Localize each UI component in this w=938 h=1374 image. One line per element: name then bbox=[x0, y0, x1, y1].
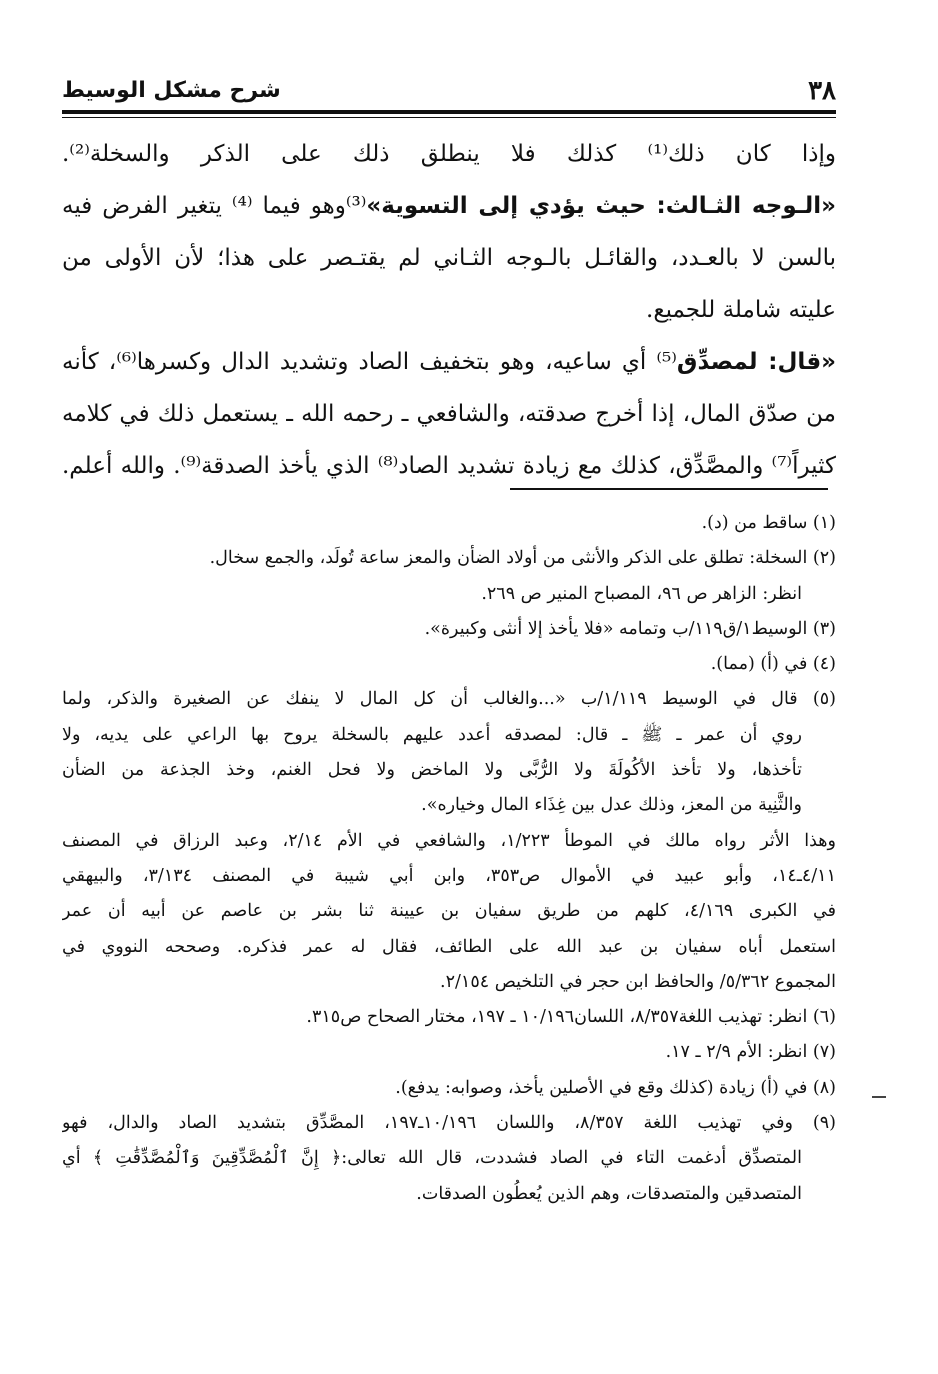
lemma-heading: «قال: لمصدِّق bbox=[676, 349, 836, 375]
body-line: «قال: لمصدِّق⁽⁵⁾ أي ساعيه، وهو بتخفيف الصاد وتشديد الدال وكسرها⁽⁶⁾، كأنه bbox=[62, 349, 836, 375]
body-line: من صدّق المال، إذا أخرج صدقته، والشافعي ـ رحمه الله ـ يستعمل ذلك في كلامه bbox=[62, 401, 836, 427]
body-line: «الـوجه الثـالث: حيث يؤدي إلى التسوية»⁽³⁾وهو فيما ⁽⁴⁾ يتغير الفرض فيه bbox=[62, 193, 836, 219]
header-rule-thin bbox=[62, 117, 836, 118]
scan-mark bbox=[872, 1096, 886, 1098]
footnotes bbox=[62, 506, 836, 1212]
body-line: عليته شاملة للجميع. bbox=[646, 297, 836, 323]
footnote-line: في الكبرى ٤/١٦٩، كلهم من طريق سفيان بن عيينة ثنا بشر بن عاصم عن أبيه أن عمر bbox=[62, 901, 836, 922]
footnote-line: استعمل أباه سفيان بن عبد الله على الطائف، فقال له عمر فذكره. وصححه النووي في bbox=[62, 936, 836, 957]
page-number: ٣٨ bbox=[808, 76, 836, 106]
footnote-separator bbox=[510, 488, 828, 490]
footnote-line: ٤/١١ـ١٤، وأبو عبيد في الأموال ص٣٥٣، وابن أبي شيبة في المصنف ٣/١٣٤، والبيهقي bbox=[62, 865, 836, 886]
body-line: بالسن لا بالعـدد، والقائـل بالـوجه الثـاني لم يقتـصر على هذا؛ لأن الأولى من bbox=[62, 245, 836, 271]
footnote-line: المجموع ٥/٣٦٢/ والحافظ ابن حجر في التلخيص ٢/١٥٤. bbox=[440, 971, 836, 992]
footnote-line: والثَّنِية من المعز، وذلك عدل بين غِذَاء المال وخياره». bbox=[421, 795, 802, 816]
page-header bbox=[62, 72, 836, 110]
body-line: وإذا كان ذلك⁽¹⁾ كذلك فلا ينطلق ذلك على الذكر والسخلة⁽²⁾. bbox=[62, 141, 836, 167]
footnote-line: تأخذها، ولا تأخذ الأكُولَةَ ولا الرُّبَّى ولا الماخض ولا فحل الغنم، وخذ الجذعة من الضأن bbox=[62, 760, 802, 781]
main-text bbox=[62, 128, 836, 492]
footnote-line: (٥) قال في الوسيط ١/١١٩/ب «...والغالب أن كل المال لا ينفك عن الصغيرة والذكر، ولما bbox=[62, 689, 836, 710]
header-rule-thick bbox=[62, 110, 836, 114]
footnote-line: المتصدِّق أدغمت التاء في الصاد فشددت، قال الله تعالى:﴿ إِنَّ ٱلْمُصَّدِّقِينَ وَٱلْمُصَّدِّقَٰتِ ﴾ أي bbox=[62, 1148, 802, 1169]
footnote-line: روي أن عمر ـ ﷺ ـ قال: لمصدقه أعدد عليهم بالسخلة يروح بها الراعي على يديه، ولا bbox=[62, 724, 802, 745]
lemma-heading: «الـوجه الثـالث: حيث يؤدي إلى التسوية» bbox=[366, 193, 836, 219]
footnote-line: (٣) الوسيط١/ق١١٩/ب وتمامه «فلا يأخذ إلا أنثى وكبيرة». bbox=[424, 618, 836, 639]
footnote-line: (٨) في (أ) زيادة (كذلك وقع في الأصلين يأخذ، وصوابه: يدفع). bbox=[395, 1077, 836, 1098]
footnote-line: (١) ساقط من (د). bbox=[701, 513, 836, 533]
footnote-line: (٢) السخلة: تطلق على الذكر والأنثى من أولاد الضأن والمعز ساعة تُولَد، والجمع سخال. bbox=[209, 548, 836, 569]
footnote-line: المتصدقين والمتصدقات، وهم الذين يُعطُون الصدقات. bbox=[416, 1183, 802, 1204]
running-title: شرح مشكل الوسيط bbox=[62, 78, 281, 103]
footnote-line: (٤) في (أ) (مما). bbox=[710, 654, 836, 675]
footnote-line: (٧) انظر: الأم ٢/٩ ـ ١٧. bbox=[665, 1042, 836, 1063]
body-line: كثيراً⁽⁷⁾ والمصَّدِّق، كذلك مع زيادة تشديد الصاد⁽⁸⁾ الذي يأخذ الصدقة⁽⁹⁾. والله أعلم. bbox=[62, 453, 836, 479]
footnote-line: (٩) وفي تهذيب اللغة ٨/٣٥٧، واللسان ١٠/١٩٦ـ١٩٧، المصَّدِّق بتشديد الصاد والدال، فهو bbox=[62, 1113, 836, 1134]
footnote-line: وهذا الأثر رواه مالك في الموطأ ١/٢٢٣، والشافعي في الأم ٢/١٤، وعبد الرزاق في المصنف bbox=[62, 830, 836, 851]
footnote-line: انظر: الزاهر ص ٩٦، المصباح المنير ص ٢٦٩. bbox=[481, 583, 802, 604]
footnote-line: (٦) انظر: تهذيب اللغة٨/٣٥٧، اللسان١٠/١٩٦ ـ ١٩٧، مختار الصحاح ص٣١٥. bbox=[306, 1007, 836, 1028]
